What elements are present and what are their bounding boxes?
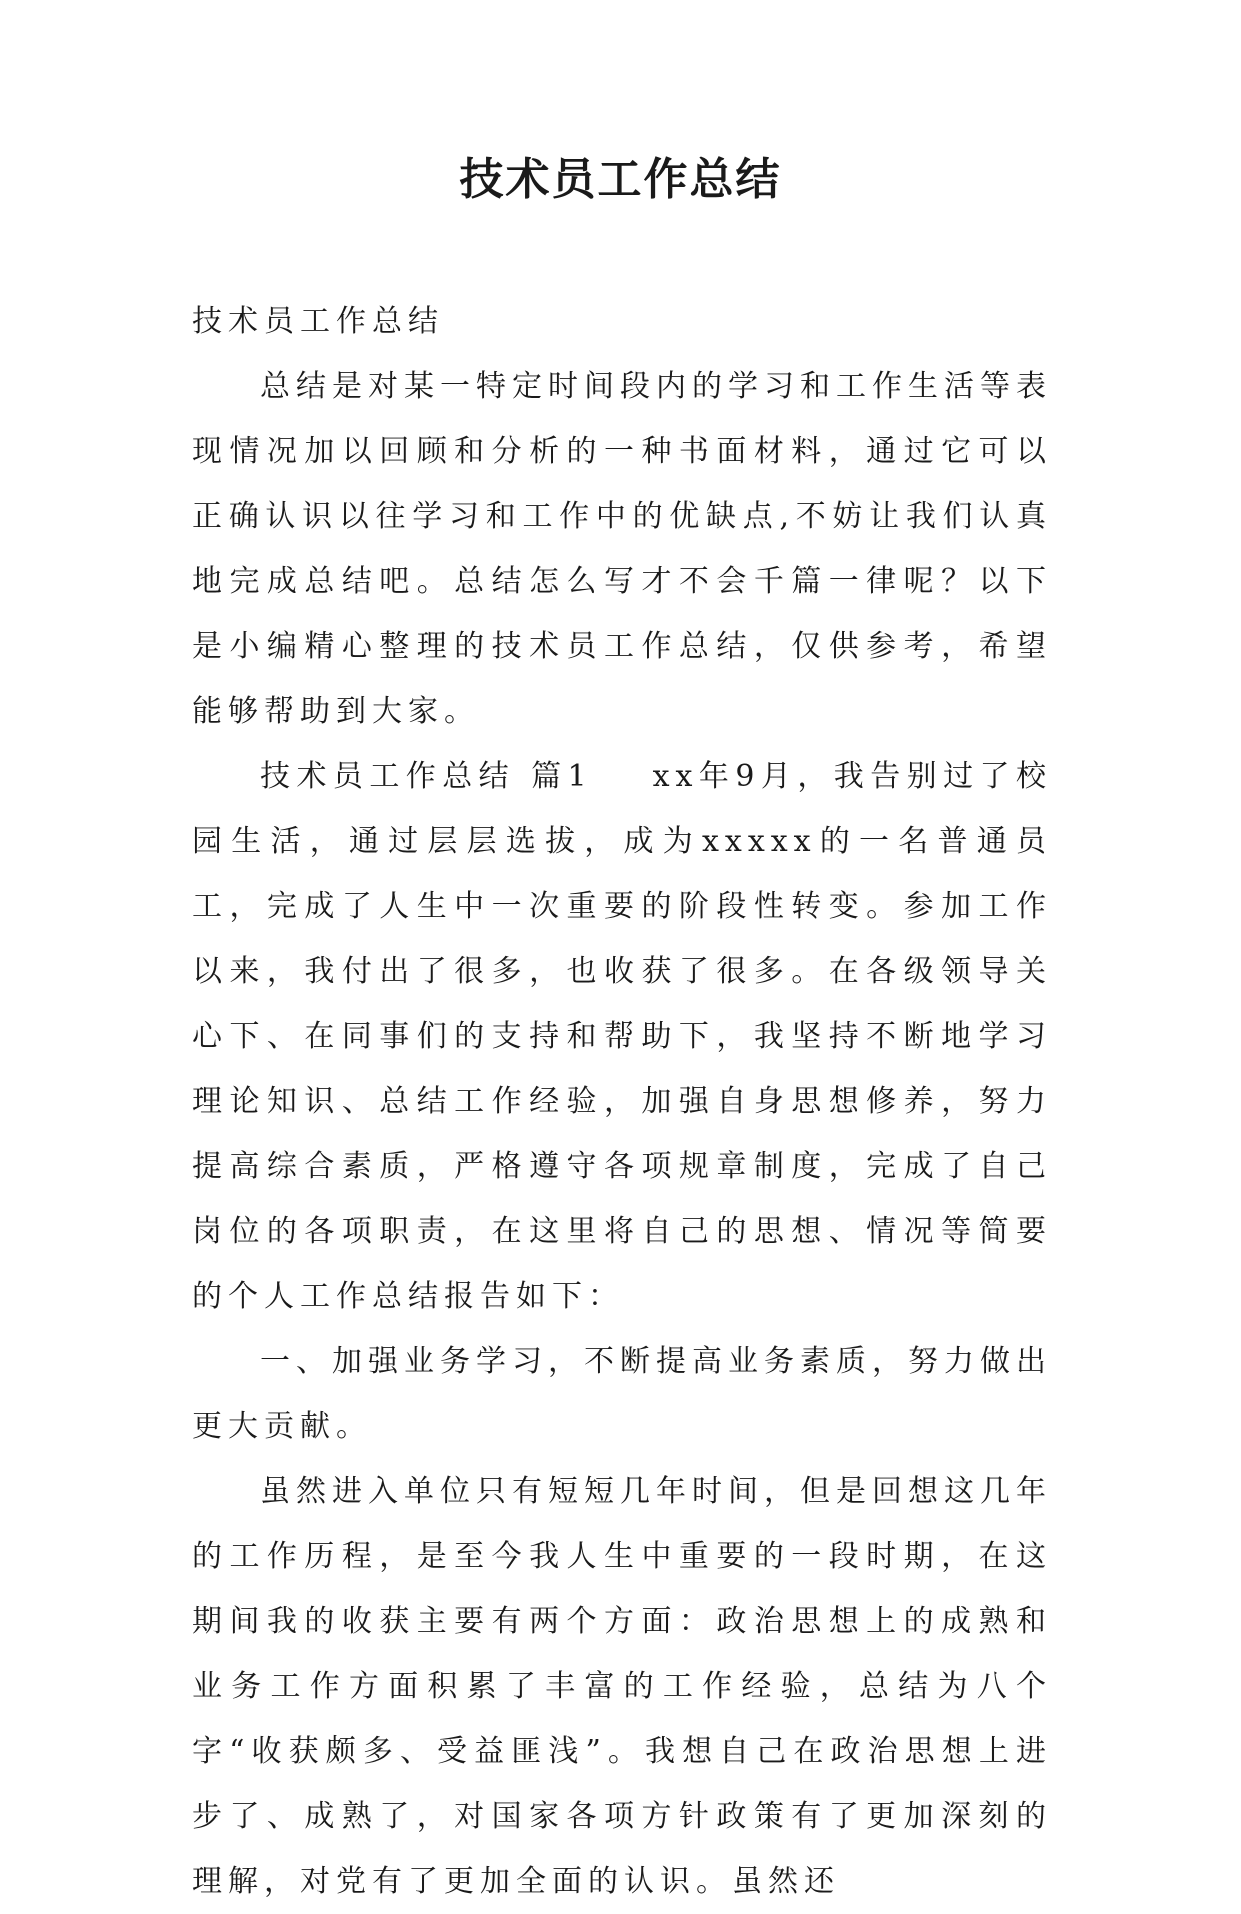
section-one-paragraph [192,744,1052,1329]
section-text: xx年9月，我告别过了校园生活，通过层层选拔，成为xxxxx的一名普通员工，完成了人生中一次重要的阶段性转变。参加工作以来，我付出了很多，也收获了很多。在各级领导关心下、在同事们的支持和帮助下，我坚持不断地学习理论知识、总结工作经验，加强自身思想修养，努力提高综合素质，严格遵守各项规章制度，完成了自己岗位的各项职责，在这里将自己的思想、情况等简要的个人工作总结报告如下： [192,759,1052,1314]
document-title: 技术员工作总结 [459,154,782,205]
heading-one-paragraph: 一、加强业务学习，不断提高业务素质，努力做出更大贡献。 [192,1344,1052,1444]
section-label: 技术员工作总结 篇1 [260,759,593,794]
document-body [192,289,1052,1914]
closing-paragraph: 虽然进入单位只有短短几年时间，但是回想这几年的工作历程，是至今我人生中重要的一段时期，在这期间我的收获主要有两个方面：政治思想上的成熟和业务工作方面积累了丰富的工作经验，总结为八个字“收获颇多、受益匪浅”。我想自己在政治思想上进步了、成熟了，对国家各项方针政策有了更加深刻的理解，对党有了更加全面的认识。虽然还 [192,1474,1052,1899]
document-subtitle: 技术员工作总结 [192,304,444,339]
intro-paragraph: 总结是对某一特定时间段内的学习和工作生活等表现情况加以回顾和分析的一种书面材料，通过它可以正确认识以往学习和工作中的优缺点,不妨让我们认真地完成总结吧。总结怎么写才不会千篇一律呢？以下是小编精心整理的技术员工作总结，仅供参考，希望能够帮助到大家。 [192,369,1052,729]
